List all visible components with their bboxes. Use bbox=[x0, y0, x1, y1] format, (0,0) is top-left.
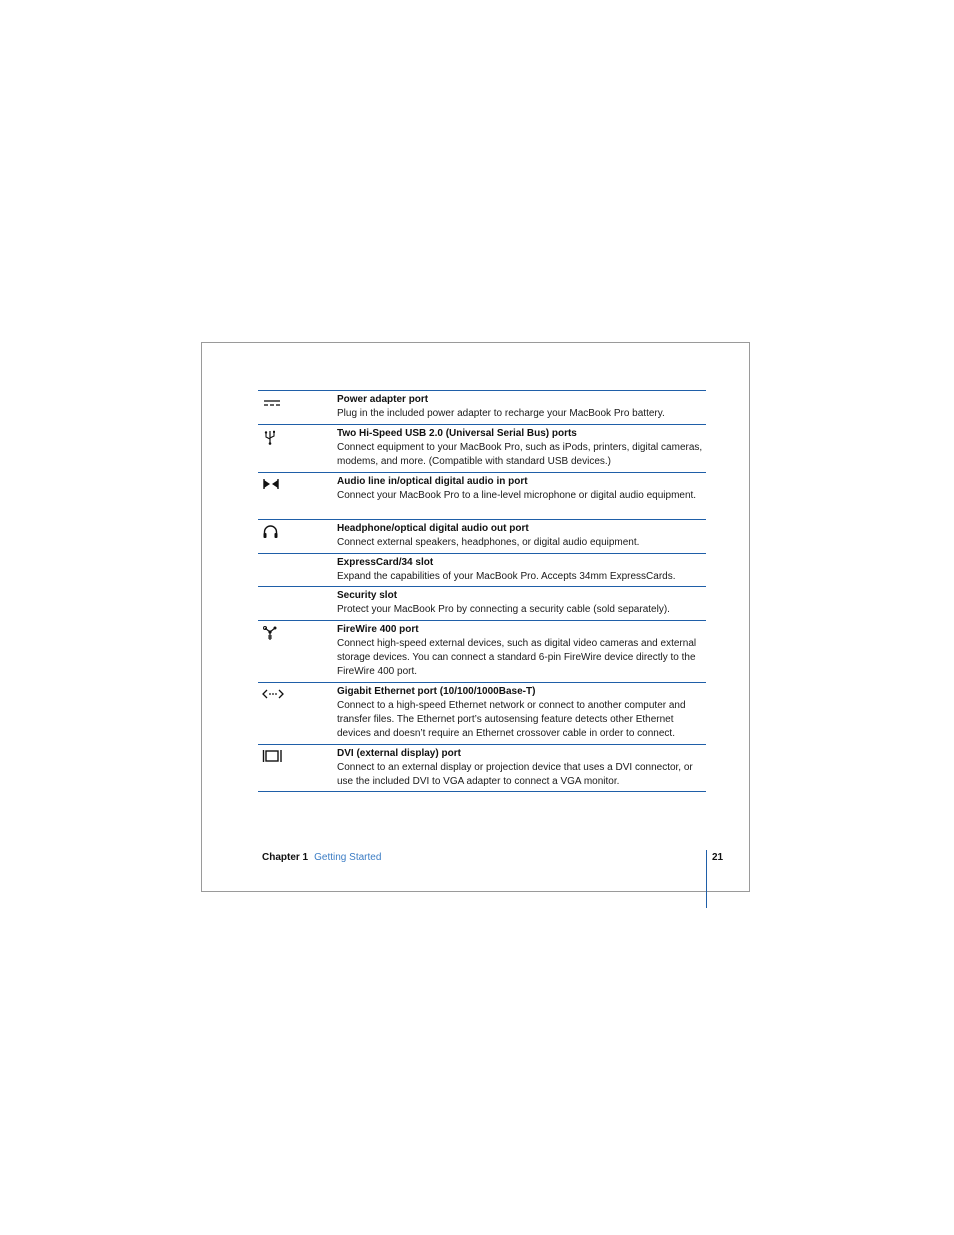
port-title: Headphone/optical digital audio out port bbox=[337, 523, 529, 534]
port-description: Connect high-speed external devices, such as digital video cameras and external storage devices. You can connect a standard 6-pin FireWire device directly to the FireWire 400 port. bbox=[337, 638, 697, 677]
page-number: 21 bbox=[712, 852, 724, 863]
port-title: Gigabit Ethernet port (10/100/1000Base-T) bbox=[337, 686, 536, 697]
port-title: Two Hi-Speed USB 2.0 (Universal Serial Bus) ports bbox=[337, 428, 577, 439]
footer-chapter bbox=[262, 851, 381, 865]
port-description: Protect your MacBook Pro by connecting a security cable (sold separately). bbox=[337, 604, 670, 615]
port-title: FireWire 400 port bbox=[337, 624, 419, 635]
port-row-usb bbox=[258, 425, 706, 473]
port-title: Power adapter port bbox=[337, 394, 429, 405]
port-description: Expand the capabilities of your MacBook Pro. Accepts 34mm ExpressCards. bbox=[337, 571, 676, 582]
port-description: Connect external speakers, headphones, or digital audio equipment. bbox=[337, 537, 640, 548]
port-title: Audio line in/optical digital audio in port bbox=[337, 476, 528, 487]
port-description: Connect equipment to your MacBook Pro, such as iPods, printers, digital cameras, modems, and more. (Compatible with standard USB devices.) bbox=[337, 442, 703, 467]
port-row-security-slot bbox=[258, 587, 706, 621]
port-row-expresscard bbox=[258, 554, 706, 587]
port-title: ExpressCard/34 slot bbox=[337, 557, 434, 568]
usb-icon bbox=[262, 429, 284, 443]
port-row-headphone bbox=[258, 520, 706, 554]
firewire-icon bbox=[262, 625, 284, 639]
chapter-title: Getting Started bbox=[314, 852, 382, 863]
audio-line-in-icon bbox=[262, 477, 284, 491]
port-title: DVI (external display) port bbox=[337, 748, 461, 759]
headphone-icon bbox=[262, 524, 284, 538]
port-description: Connect to a high-speed Ethernet network or connect to another computer and transfer files. The Ethernet port’s autosensing feature detects other Ethernet devices and doesn’t require an Ethernet crossover cable in order to connect. bbox=[337, 700, 686, 739]
dvi-display-icon bbox=[262, 749, 284, 763]
power-adapter-icon bbox=[262, 395, 284, 409]
chapter-label: Chapter 1 bbox=[262, 852, 309, 863]
port-description: Connect to an external display or projection device that uses a DVI connector, or use the included DVI to VGA adapter to connect a VGA monitor. bbox=[337, 762, 693, 787]
footer-divider bbox=[706, 850, 707, 908]
port-table bbox=[258, 390, 706, 792]
port-description: Connect your MacBook Pro to a line-level microphone or digital audio equipment. bbox=[337, 490, 697, 501]
port-row-dvi bbox=[258, 745, 706, 792]
port-row-ethernet bbox=[258, 683, 706, 745]
port-row-firewire bbox=[258, 621, 706, 683]
port-description: Plug in the included power adapter to recharge your MacBook Pro battery. bbox=[337, 408, 665, 419]
port-row-power-adapter bbox=[258, 391, 706, 425]
port-title: Security slot bbox=[337, 590, 398, 601]
ethernet-icon bbox=[262, 687, 284, 701]
port-row-audio-in bbox=[258, 473, 706, 520]
